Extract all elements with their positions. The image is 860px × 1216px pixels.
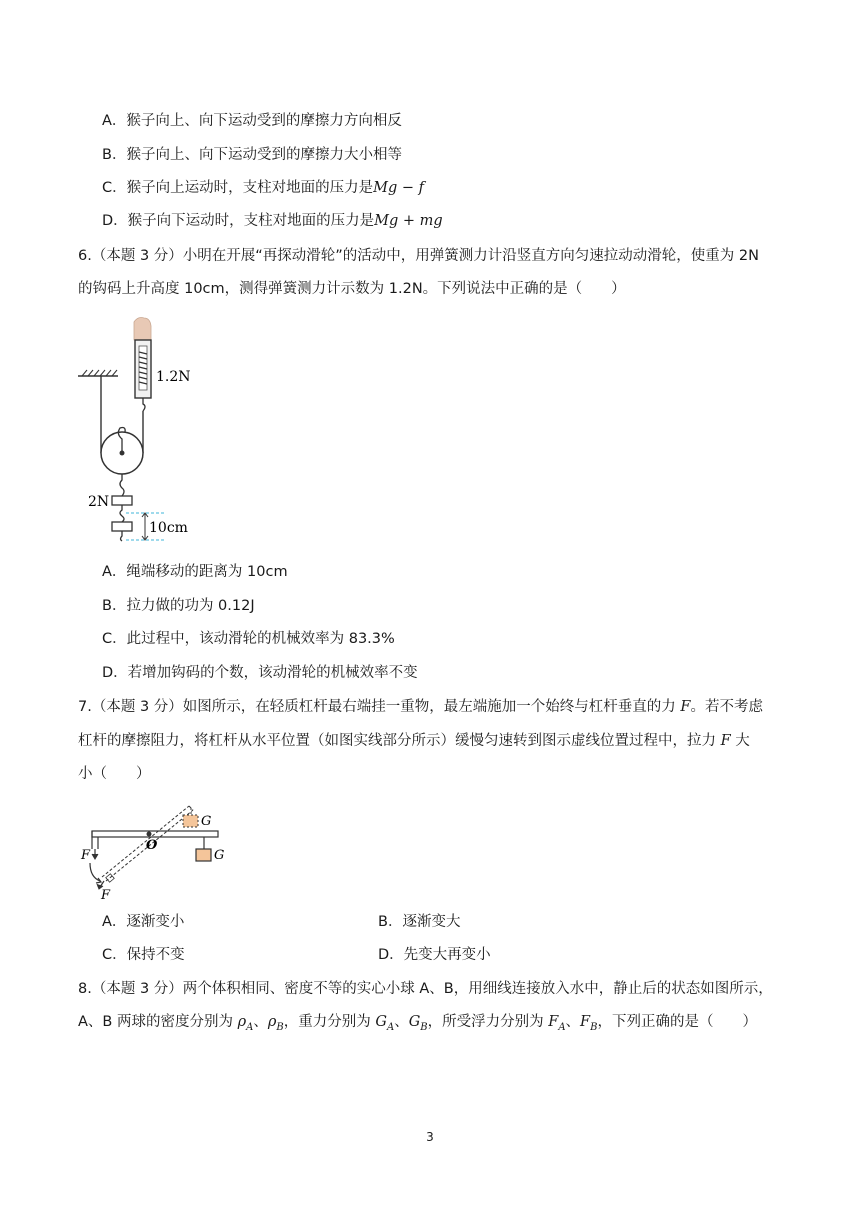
f-left-label: F bbox=[81, 848, 91, 863]
q7-option-c bbox=[102, 945, 185, 965]
stem-text: ，下列正确的是（ ） bbox=[597, 1014, 757, 1030]
q6-stem-line2: 的钩码上升高度 10cm，测得弹簧测力计示数为 1.2N。下列说法中正确的是（ ） bbox=[78, 281, 626, 297]
q7-stem-line3: 小（ ） bbox=[78, 766, 151, 782]
option-prefix: A． bbox=[102, 564, 127, 580]
option-prefix: B． bbox=[378, 914, 403, 930]
stem-text: 大 bbox=[730, 733, 750, 749]
q7-option-a bbox=[102, 912, 184, 932]
force-symbol: F bbox=[580, 1014, 591, 1030]
option-prefix: B． bbox=[102, 598, 127, 614]
q6-option-b bbox=[102, 596, 255, 616]
option-math: Mg + mg bbox=[374, 213, 443, 229]
option-prefix: D． bbox=[102, 213, 128, 229]
stem-text: ，所受浮力分别为 bbox=[427, 1014, 549, 1030]
option-text: 猴子向上、向下运动受到的摩擦力大小相等 bbox=[126, 147, 402, 163]
option-prefix: C． bbox=[102, 947, 127, 963]
option-text: 逐渐变小 bbox=[126, 914, 185, 930]
subscript: B bbox=[590, 1021, 598, 1033]
subscript: A bbox=[558, 1021, 566, 1033]
option-text: 保持不变 bbox=[126, 947, 185, 963]
separator: 、 bbox=[394, 1014, 409, 1030]
gravity-symbol: G bbox=[375, 1014, 387, 1030]
option-text: 绳端移动的距离为 10cm bbox=[126, 564, 288, 580]
stem-var: F bbox=[720, 733, 731, 749]
q6-option-d bbox=[102, 663, 418, 683]
height-label: 10cm bbox=[149, 520, 188, 536]
q6-option-a bbox=[102, 562, 288, 582]
rho-symbol: ρ bbox=[237, 1014, 247, 1030]
option-text: 猴子向下运动时，支柱对地面的压力是 bbox=[127, 213, 375, 229]
subscript: B bbox=[420, 1021, 428, 1033]
option-text: 若增加钩码的个数，该动滑轮的机械效率不变 bbox=[127, 665, 418, 681]
weight-label: 2N bbox=[88, 494, 110, 510]
option-prefix: A． bbox=[102, 113, 127, 129]
page-number: 3 bbox=[426, 1130, 434, 1144]
stem-text: 杠杆的摩擦阻力，将杠杆从水平位置（如图实线部分所示）缓慢匀速转到图示虚线位置过程中，拉力 bbox=[78, 733, 721, 749]
q7-lever-figure bbox=[78, 797, 238, 902]
stem-text: A、B 两球的密度分别为 bbox=[78, 1014, 238, 1030]
q5-option-b bbox=[102, 145, 402, 165]
q6-stem-line1: 6.（本题 3 分）小明在开展“再探动滑轮”的活动中，用弹簧测力计沿竖直方向匀速拉动动滑轮，使重为 2N bbox=[78, 248, 759, 264]
option-text: 拉力做的功为 0.12J bbox=[126, 598, 255, 614]
option-text: 先变大再变小 bbox=[403, 947, 491, 963]
option-text: 逐渐变大 bbox=[402, 914, 461, 930]
subscript: A bbox=[246, 1021, 254, 1033]
q5-option-d bbox=[102, 211, 443, 231]
option-prefix: C． bbox=[102, 631, 127, 647]
subscript: B bbox=[276, 1021, 284, 1033]
subscript: A bbox=[386, 1021, 395, 1033]
stem-text: ，重力分别为 bbox=[283, 1014, 376, 1030]
q7-stem-line2 bbox=[78, 731, 750, 751]
gravity-symbol: G bbox=[408, 1014, 421, 1030]
option-text: 猴子向上、向下运动受到的摩擦力方向相反 bbox=[126, 113, 402, 129]
separator: 、 bbox=[253, 1014, 268, 1030]
stem-var: F bbox=[680, 699, 691, 715]
rho-symbol: ρ bbox=[267, 1014, 277, 1030]
scale-reading-label: 1.2N bbox=[156, 369, 191, 385]
q5-option-c bbox=[102, 178, 424, 198]
q7-option-d bbox=[378, 945, 491, 965]
q7-stem-line1 bbox=[78, 697, 763, 717]
stem-text: 7.（本题 3 分）如图所示，在轻质杠杆最右端挂一重物，最左端施加一个始终与杠杆垂直的力 bbox=[78, 699, 681, 715]
option-prefix: D． bbox=[378, 947, 404, 963]
pivot-label: O bbox=[146, 838, 158, 853]
option-math: Mg − f bbox=[373, 180, 424, 196]
q8-stem-line2 bbox=[78, 1012, 757, 1038]
option-prefix: A． bbox=[102, 914, 127, 930]
q8-stem-line1: 8.（本题 3 分）两个体积相同、密度不等的实心小球 A、B，用细线连接放入水中，静止后的状态如图所示， bbox=[78, 981, 773, 997]
option-text: 此过程中，该动滑轮的机械效率为 83.3% bbox=[126, 631, 395, 647]
option-text: 猴子向上运动时，支柱对地面的压力是 bbox=[126, 180, 374, 196]
option-prefix: D． bbox=[102, 665, 128, 681]
force-symbol: F bbox=[548, 1014, 559, 1030]
g-top-label: G bbox=[201, 814, 212, 829]
q6-pulley-figure bbox=[78, 316, 191, 546]
option-prefix: B． bbox=[102, 147, 127, 163]
option-prefix: C． bbox=[102, 180, 127, 196]
stem-text: 。若不考虑 bbox=[690, 699, 763, 715]
q7-option-b bbox=[378, 912, 460, 932]
q5-option-a bbox=[102, 111, 402, 131]
q6-option-c bbox=[102, 629, 395, 649]
separator: 、 bbox=[565, 1014, 581, 1030]
g-right-label: G bbox=[214, 848, 225, 863]
f-bottom-label: F bbox=[101, 888, 111, 903]
